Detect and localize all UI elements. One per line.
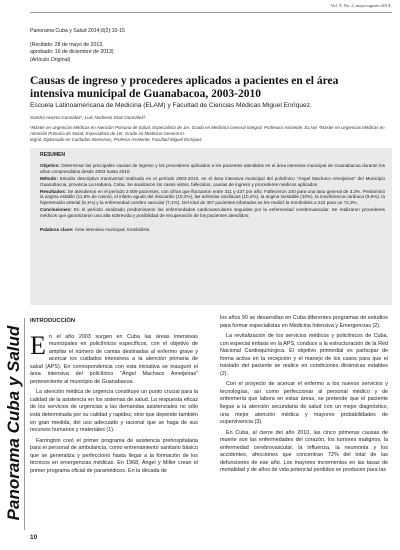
paragraph-2: La atención médica de urgencia constituye un punto crucial para la calidad de la asistencia en los sistemas de salud. La respuesta eficaz de los servicios de urgencias a las demandas asistenciales no sólo está determinada por su calidad y rapidez, sino que depende también en gran medida, del uso adecuado y racional que se haga de sus recursos humanos y materiales (1).	[30, 389, 198, 434]
paragraph-6: Con el proyecto de acercar el enfermo a los nuevos servicios y tecnologías, así como perfeccionar al personal médico y de enfermería que labora en estas áreas, se pretende que el paciente llegue a la atención secundaria de salud con un mejor diagnóstico, una mejor atención médica y mayores probabilidades de supervivencia (3).	[220, 381, 388, 426]
abstract-objective: Objetivo: Determinar las principales causas de ingreso y los procederes aplicados a los pacientes atendidos en el área intensiva municipal de Guanabacoa durante los años comprendidos desde 2003 hasta 2010.	[40, 162, 385, 174]
title-line-1: Causas de ingreso y procederes aplicados a pacientes en el área	[30, 75, 339, 87]
paragraph-1: En el año 2003 surgen en Cuba las áreas intensivas municipales en policlínicos específicos, con el objetivo de ampliar el número de camas destinadas al enfermo grave y acercar los cuidados intensivos a la atención primaria de salud (APS). En correspondencia con esta iniciativa se inauguró el área intensiva del policlínico "Ángel Machaco Ameijeiras" perteneciente al municipio de Guanabacoa.	[30, 330, 198, 385]
volume-info: Vol. 9, No. 2, mayo-agosto 2014	[330, 3, 390, 8]
paragraph-5: La revitalización de los servicios médicos y policlínicos de Cuba, con especial énfasis en la APS, conduce a la estructuración de la Red Nacional Cardioquirúrgica. El objetivo primordial es participar de forma activa en la recepción y el manejo de los casos para que el traslado del paciente se realice en condiciones dinámicas estables (2).	[220, 333, 388, 377]
keywords: Palabras clave: Área intensiva municipal, trombolisis.	[40, 227, 151, 233]
received-date: (Recibido: 28 de mayo de 2013,	[30, 42, 104, 48]
paragraph-4: los años 90 se desarrollan en Cuba diferentes programas de estudios para formar especialistas en Medicina Intensiva y Emergencias (2).	[220, 315, 388, 329]
abstract-conclusions: Conclusiones: En el período analizado predominaron las enfermedades cardiovasculares seguidas por la enfermedad cerebrovascular. Se realizaron procederes médicos que garantizaron una alta sobrevida y posibilidad de recuperación de los pacientes atendidos.	[40, 207, 385, 219]
institution: Escuela Latinoamericana de Medicina (ELAM) y Facultad de Ciencias Médicas Miguel Enríquez.	[30, 102, 312, 109]
side-rule	[24, 318, 25, 530]
section-heading: INTRODUCCIÓN	[30, 318, 76, 324]
title-line-2: intensiva municipal de Guanabacoa, 2003-2010	[30, 88, 261, 100]
header-bar	[0, 0, 400, 12]
paragraph-7: En Cuba, al cierre del año 2010, las cinco primeras causas de muerte son las enfermedades del corazón, los tumores malignos, la enfermedad cerebrovascular, la influenza, la neumonía y los accidentes, afecciones que concentran 72% del total de las defunciones de ese año. Los mayores incrementos en las tasas de mortalidad y de años de vida potencial perdidos se producen para las	[220, 429, 388, 474]
drop-cap: E	[30, 330, 46, 360]
header-rule	[30, 12, 392, 13]
side-label-container	[4, 318, 24, 528]
journal-side-label: Panorama Cuba y Salud	[4, 325, 23, 521]
abstract-box	[30, 148, 392, 305]
approved-date: aprobado: 16 de diciembre de 2013)	[30, 49, 114, 55]
abstract-heading: RESUMEN	[40, 152, 66, 158]
article-type: (Artículo Original)	[30, 57, 71, 63]
abstract-results: Resultados: Se atendieron en el período 3 009 pacientes, con cifras que fluctuaron entre 311 y 437 por año. Fallecieron 100 para una tasa general de 3,3%. Predominó la angina estable (11,6% de casos), el infarto agudo del miocardio (10,2%), las arritmias cardíacas (10,2%), la angina inestable (10%), la insuficiencia cardíaca (9,6%), la hipertensión arterial (9,1%) y la enfermedad cerebro vascular (7,1%). Del total de 307 pacientes infartados se les realizó la trombolisis a 222 para un 72,3%.	[40, 188, 385, 206]
authors: Sandra Huerta González¹, Luis Norberto Díaz González².	[30, 115, 147, 120]
abstract-method: Método: Estudio descriptivo transversal realizado en el período 2003-2010, en el área intensiva municipal del policlínico "Ángel Machaco Ameijeiras" del Municipio Guanabacoa, provincia La Habana, Cuba. Se analizaron los casos vistos, fallecidos, causas de ingreso y procederes médicos aplicados.	[40, 175, 385, 187]
affiliation-2: tegral, Diplomado en Cuidados Intensivos, Profesor Asistente, Facultad Miguel Enríquez	[30, 137, 202, 142]
affiliation-1: ¹Máster en Urgencias Médicas en Atención Primaria de Salud, Especialista de 1er. Grado en Medicina General Integral, Profesora Asistente, ELAM. ²Máster en Urgencias Médicas en Atención Primaria de Salud, Especialista de 1er. Grado en Medicina General In-	[30, 125, 385, 136]
article-title	[30, 75, 390, 101]
paragraph-3: Farrington creó el primer programa de asistencia prehospitalaria para el personal de ambulancia, como entrenamiento sanitario básico que se generaliza y perfeccionó hasta llegar a la formación de los técnicos en emergencias médicas. En 1968, Ángel y Miller crean el primer programa oficial de paramédicos. En la década de	[30, 437, 198, 474]
body-column-left	[30, 318, 198, 478]
body-column-right	[220, 315, 388, 478]
affiliations	[30, 125, 392, 143]
page-number: 10	[30, 534, 38, 541]
journal-ref: Panorama Cuba y Salud 2014;9(2):10-15	[30, 28, 125, 34]
